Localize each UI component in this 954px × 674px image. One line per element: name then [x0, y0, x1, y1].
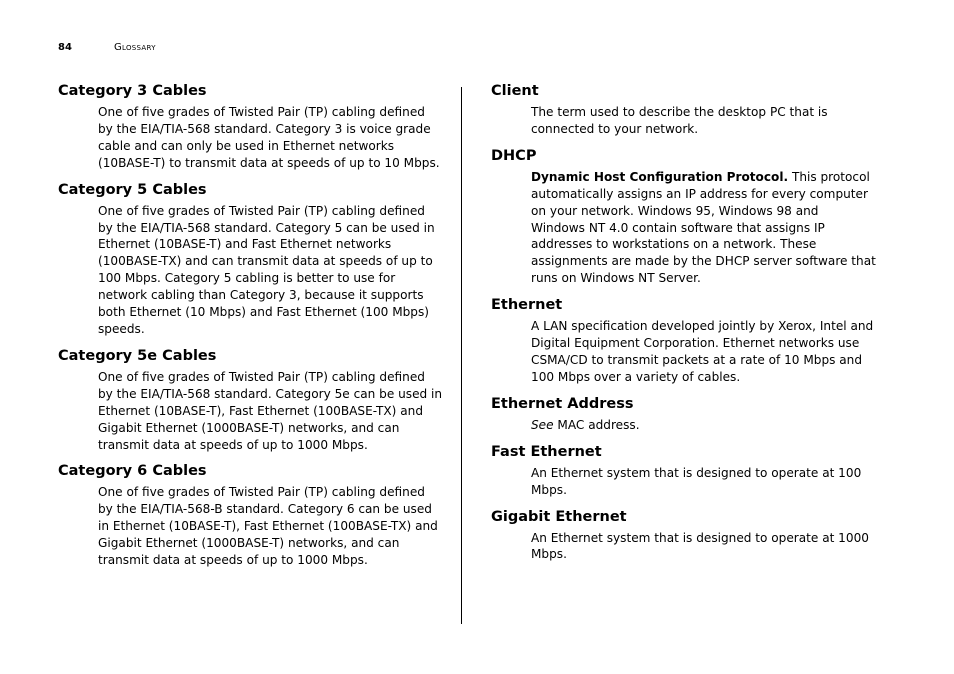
glossary-definition: One of five grades of Twisted Pair (TP) cabling defined by the EIA/TIA-568 standard. Category 3 is voice grade cable and can only be used in Ethernet networks (10BASE-T) to transmit data at speeds of up to 10 Mbps.	[98, 105, 440, 170]
glossary-definition	[531, 417, 876, 434]
glossary-entry-ethernet	[491, 296, 876, 386]
right-column	[491, 82, 876, 572]
glossary-entry	[58, 347, 443, 454]
glossary-entry-ethernet-address	[491, 395, 876, 434]
glossary-definition: One of five grades of Twisted Pair (TP) cabling defined by the EIA/TIA-568 standard. Category 5 can be used in Ethernet (10BASE-T) and Fast Ethernet networks (100BASE-TX) and can transmit data at speeds of up to 100 Mbps. Category 5 cabling is better to use for network cabling than Category 3, because it supports both Ethernet (10 Mbps) and Fast Ethernet (100 Mbps) speeds.	[98, 203, 435, 336]
glossary-term: Ethernet Address	[491, 395, 634, 412]
running-title: Glossary	[114, 42, 156, 53]
glossary-term: Client	[491, 83, 539, 99]
glossary-term: Gigabit Ethernet	[491, 508, 627, 525]
glossary-definition	[531, 169, 876, 287]
glossary-definition: One of five grades of Twisted Pair (TP) cabling defined by the EIA/TIA-568 standard. Category 5e can be used in Ethernet (10BASE-T), Fast Ethernet (100BASE-TX) and Gigabit Ethernet (1000BASE-T) networks, and can transmit data at speeds of up to 1000 Mbps.	[98, 369, 443, 452]
page-header	[58, 41, 156, 55]
glossary-entry-gigabit-ethernet	[491, 508, 876, 564]
glossary-term: Category 6 Cables	[58, 463, 207, 480]
glossary-term: Category 3 Cables	[58, 83, 207, 99]
glossary-term: Fast Ethernet	[491, 443, 602, 460]
glossary-term: Category 5 Cables	[58, 181, 207, 198]
glossary-entry-client	[491, 82, 876, 138]
glossary-definition: A LAN specification developed jointly by Xerox, Intel and Digital Equipment Corporation. Ethernet networks use CSMA/CD to transmit packets at a rate of 10 Mbps and 100 Mbps over a variety of cables.	[531, 319, 874, 384]
glossary-definition: An Ethernet system that is designed to operate at 100 Mbps.	[531, 465, 862, 497]
page-number: 84	[58, 42, 72, 53]
glossary-definition: The term used to describe the desktop PC that is connected to your network.	[531, 105, 828, 136]
definition-lead: Dynamic Host Configuration Protocol.	[531, 169, 789, 184]
glossary-entry-fast-ethernet	[491, 443, 876, 499]
definition-body: This protocol automatically assigns an IP address for every computer on your network. Windows 95, Windows 98 and Windows NT 4.0 contain software that assigns IP addresses to workstations on a network. These assignments are made by the DHCP server software that runs on Windows NT Server.	[531, 169, 876, 286]
glossary-entry	[58, 181, 443, 338]
glossary-term: Category 5e Cables	[58, 347, 217, 364]
see-reference: See	[531, 417, 554, 432]
left-column	[58, 82, 443, 578]
glossary-term: Ethernet	[491, 297, 563, 314]
column-divider	[461, 87, 462, 624]
glossary-definition: One of five grades of Twisted Pair (TP) cabling defined by the EIA/TIA-568-B standard. Category 6 can be used in Ethernet (10BASE-T), Fast Ethernet (100BASE-TX) and Gigabit Ethernet (1000BASE-T) networks, and can transmit data at speeds of up to 1000 Mbps.	[98, 485, 438, 568]
glossary-entry-dhcp	[491, 147, 876, 287]
glossary-definition: An Ethernet system that is designed to operate at 1000 Mbps.	[531, 530, 869, 562]
definition-body: MAC address.	[553, 417, 640, 432]
glossary-entry	[58, 82, 443, 172]
glossary-entry	[58, 462, 443, 569]
glossary-term: DHCP	[491, 147, 537, 164]
